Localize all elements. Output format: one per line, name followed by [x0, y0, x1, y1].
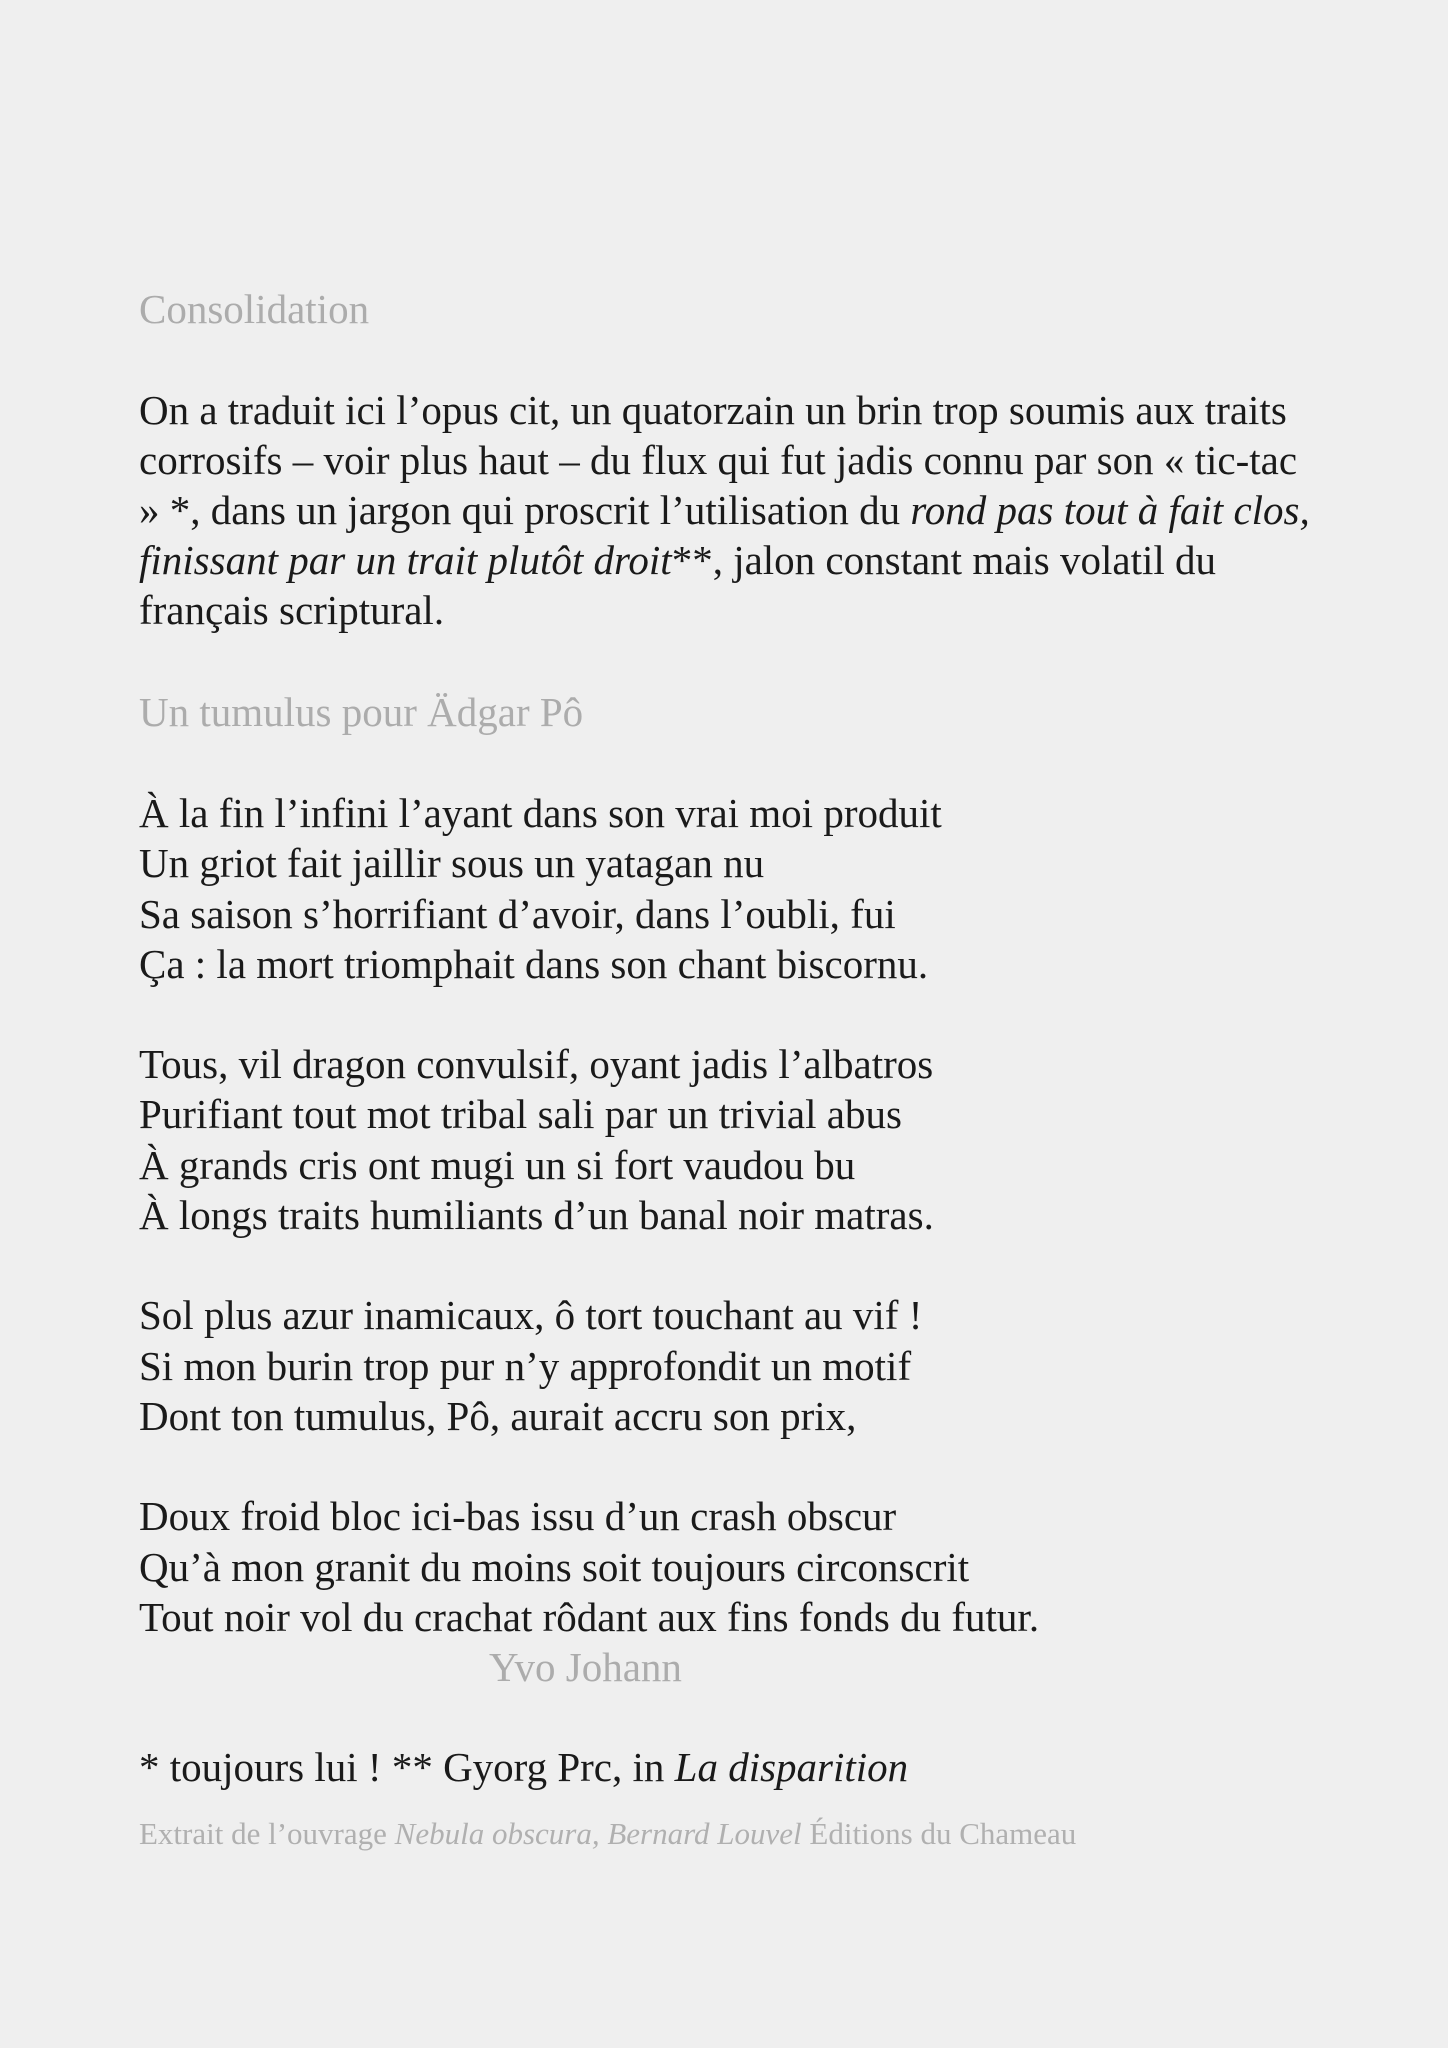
poem-title: Un tumulus pour Ädgar Pô	[139, 689, 584, 735]
document-page	[139, 283, 1319, 1854]
poem-line: Dont ton tumulus, Pô, aurait accru son prix,	[139, 1392, 857, 1439]
spacer	[139, 1240, 1319, 1290]
poem-line: À grands cris ont mugi un si fort vaudou bu	[139, 1141, 856, 1188]
intro-text-italic: rond pas tout à fait clos, finissant par un trait plutôt droit	[139, 487, 1310, 583]
poem-line: Doux froid bloc ici-bas issu d’un crash obscur	[139, 1493, 897, 1540]
poem-line: Qu’à mon granit du moins soit toujours circonscrit	[139, 1543, 970, 1590]
poem-author: Yvo Johann	[489, 1644, 682, 1691]
spacer	[139, 335, 1319, 385]
poem-line: Tous, vil dragon convulsif, oyant jadis l’albatros	[139, 1041, 934, 1088]
spacer	[139, 738, 1319, 788]
poem-stanza-2	[139, 1039, 1319, 1240]
source-work: Nebula obscura, Bernard Louvel	[394, 1816, 802, 1852]
poem-line: Tout noir vol du crachat rôdant aux fins fonds du futur.	[139, 1593, 1040, 1640]
spacer	[139, 1792, 1319, 1814]
poem-stanza-3	[139, 1290, 1319, 1441]
poem-line: Sa saison s’horrifiant d’avoir, dans l’oubli, fui	[139, 890, 896, 937]
poem-line: À longs traits humiliants d’un banal noir matras.	[139, 1192, 934, 1239]
intro-text-end: **, jalon constant mais volatil du français scriptural.	[139, 537, 1217, 633]
poem-line: À la fin l’infini l’ayant dans son vrai moi produit	[139, 790, 942, 836]
poem-stanza-4	[139, 1491, 1319, 1642]
section-title: Consolidation	[139, 286, 370, 332]
spacer	[139, 1692, 1319, 1742]
poem-line: Un griot fait jaillir sous un yatagan nu	[139, 840, 765, 887]
source-publisher: Éditions du Chameau	[801, 1816, 1077, 1852]
spacer	[139, 1441, 1319, 1491]
poem-line: Sol plus azur inamicaux, ô tort touchant au vif !	[139, 1292, 923, 1339]
source-credit	[139, 1814, 1319, 1854]
footnote-book-title: La disparition	[674, 1744, 909, 1791]
intro-text-start: On a traduit ici l’opus cit, un quatorzain un brin trop soumis aux traits corrosifs – voir plus haut – du flux qui fut jadis connu par son « tic-tac » *, dans un jargon qui proscrit l’utilisation du	[139, 387, 1298, 533]
poem-line: Purifiant tout mot tribal sali par un trivial abus	[139, 1091, 902, 1138]
spacer	[139, 635, 1319, 686]
spacer	[139, 989, 1319, 1039]
footnote-text: * toujours lui ! ** Gyorg Prc, in	[139, 1744, 675, 1791]
poem-line: Ça : la mort triomphait dans son chant biscornu.	[139, 940, 929, 987]
source-prefix: Extrait de l’ouvrage	[139, 1816, 395, 1852]
intro-paragraph	[139, 385, 1319, 635]
poem-stanza-1	[139, 788, 1319, 989]
poem-line: Si mon burin trop pur n’y approfondit un motif	[139, 1342, 912, 1389]
footnotes	[139, 1742, 1319, 1792]
